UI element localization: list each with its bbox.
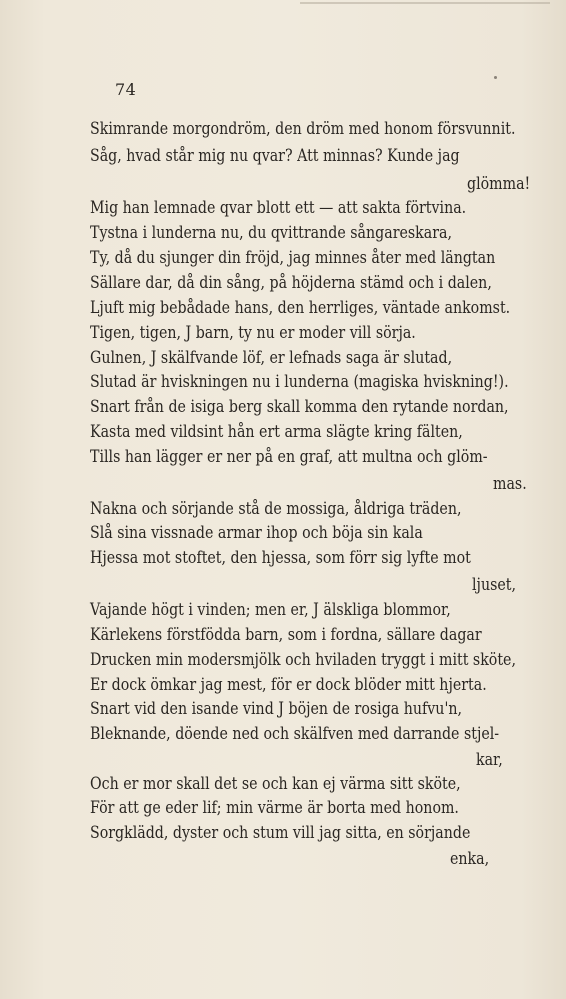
- poem-line: Drucken min modersmjölk och hviladen tryggt i mitt sköte,: [90, 650, 516, 669]
- poem-line: Sällare dar, då din sång, på höjderna stämd och i dalen,: [90, 273, 492, 292]
- poem-line: Slutad är hviskningen nu i lunderna (magiska hviskning!).: [90, 372, 509, 391]
- poem-line: Bleknande, döende ned och skälfven med darrande stjel-: [90, 724, 500, 743]
- poem-line: Kasta med vildsint hån ert arma slägte kring fälten,: [90, 422, 463, 441]
- poem-line: Slå sina vissnade armar ihop och böja sin kala: [90, 523, 423, 542]
- poem-line: Skimrande morgondröm, den dröm med honom försvunnit.: [90, 119, 516, 138]
- poem-line: Er dock ömkar jag mest, för er dock blöder mitt hjerta.: [90, 675, 487, 694]
- poem-line-continuation: glömma!: [467, 174, 531, 193]
- poem-line: Och er mor skall det se och kan ej värma sitt sköte,: [90, 774, 461, 793]
- poem-line: Tystna i lunderna nu, du qvittrande sångareskara,: [90, 223, 452, 242]
- poem-line: Vajande högt i vinden; men er, J älskliga blommor,: [90, 600, 451, 619]
- poem-line: För att ge eder lif; min värme är borta med honom.: [90, 798, 459, 817]
- poem-line: Ty, då du sjunger din fröjd, jag minnes åter med längtan: [90, 248, 496, 267]
- poem-line: Såg, hvad står mig nu qvar? Att minnas? Kunde jag: [90, 146, 460, 165]
- poem-line: Sorgklädd, dyster och stum vill jag sitta, en sörjande: [90, 823, 471, 842]
- poem-line: Snart från de isiga berg skall komma den rytande nordan,: [90, 397, 509, 416]
- page-number: 74: [115, 80, 137, 99]
- poem-line: Tigen, tigen, J barn, ty nu er moder vill sörja.: [90, 323, 416, 342]
- poem-line: Ljuft mig bebådade hans, den herrliges, väntade ankomst.: [90, 298, 511, 317]
- poem-line: Nakna och sörjande stå de mossiga, åldriga träden,: [90, 499, 462, 518]
- poem-line-continuation: ljuset,: [472, 575, 516, 594]
- poem-line: Snart vid den isande vind J böjen de rosiga hufvu'n,: [90, 699, 463, 718]
- poem-line: Tills han lägger er ner på en graf, att multna och glöm-: [90, 447, 488, 466]
- poem-line-continuation: kar,: [476, 750, 503, 769]
- poem-line: Gulnen, J skälfvande löf, er lefnads saga är slutad,: [90, 348, 453, 367]
- poem-line: Mig han lemnade qvar blott ett — att sakta förtvina.: [90, 198, 467, 217]
- poem-line-continuation: enka,: [450, 849, 490, 868]
- poem-line: Hjessa mot stoftet, den hjessa, som förr sig lyfte mot: [90, 548, 471, 567]
- poem-line-continuation: mas.: [493, 474, 527, 493]
- poem-line: Kärlekens förstfödda barn, som i fordna, sällare dagar: [90, 625, 482, 644]
